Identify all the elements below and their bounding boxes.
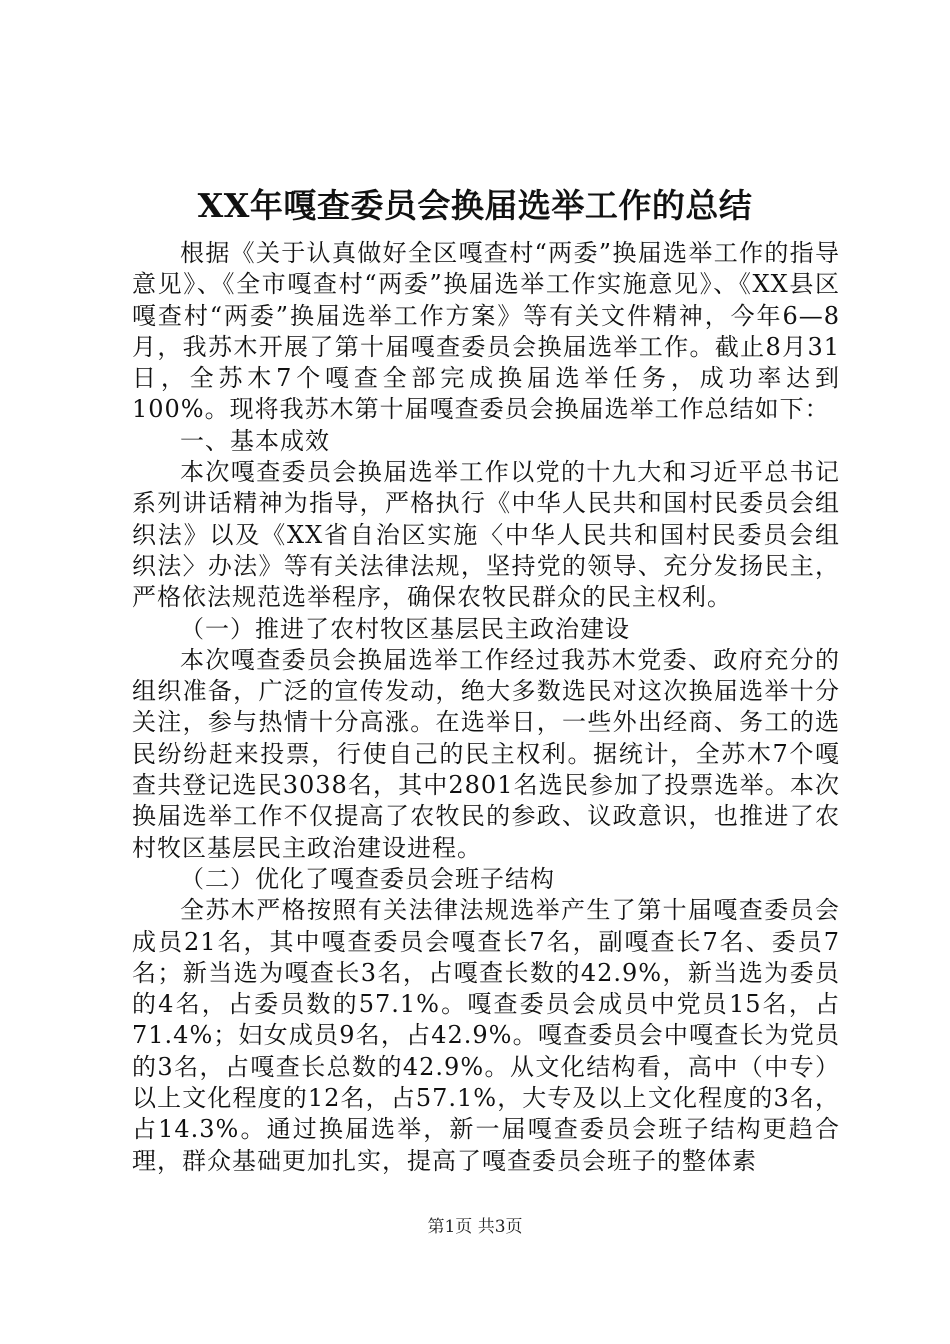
paragraph-intro: 根据《关于认真做好全区嘎查村“两委”换届选举工作的指导意见》、《全市嘎查村“两委”换届选举工作实施意见》、《XX县区嘎查村“两委”换届选举工作方案》等有关文件精神，今年6—8月，我苏木开展了第十届嘎查委员会换届选举工作。截止8月31日，全苏木7个嘎查全部完成换届选举任务，成功率达到100%。现将我苏木第十届嘎查委员会换届选举工作总结如下： xyxy=(132,239,840,424)
paragraph-basic-results: 本次嘎查委员会换届选举工作以党的十九大和习近平总书记系列讲话精神为指导，严格执行《中华人民共和国村民委员会组织法》以及《XX省自治区实施〈中华人民共和国村民委员会组织法〉办法》等有关法律法规，坚持党的领导、充分发扬民主，严格依法规范选举程序，确保农牧民群众的民主权利。 xyxy=(132,458,840,612)
subsection-heading-1: （一）推进了农村牧区基层民主政治建设 xyxy=(180,614,630,643)
paragraph-structure: 全苏木严格按照有关法律法规选举产生了第十届嘎查委员会成员21名，其中嘎查委员会嘎查长7名，副嘎查长7名、委员7名；新当选为嘎查长3名，占嘎查长数的42.9%，新当选为委员的4名，占委员数的57.1%。嘎查委员会成员中党员15名，占71.4%；妇女成员9名，占42.9%。嘎查委员会中嘎查长为党员的3名，占嘎查长总数的42.9%。从文化结构看，高中（中专）以上文化程度的12名，占57.1%，大专及以上文化程度的3名，占14.3%。通过换届选举，新一届嘎查委员会班子结构更趋合理，群众基础更加扎实，提高了嘎查委员会班子的整体素 xyxy=(132,896,840,1175)
subsection-heading-2: （二）优化了嘎查委员会班子结构 xyxy=(180,864,555,893)
section-heading-basic-results: 一、基本成效 xyxy=(180,426,330,455)
paragraph-democracy: 本次嘎查委员会换届选举工作经过我苏木党委、政府充分的组织准备，广泛的宣传发动，绝大多数选民对这次换届选举十分关注，参与热情十分高涨。在选举日，一些外出经商、务工的选民纷纷赶来投票，行使自己的民主权利。据统计，全苏木7个嘎查共登记选民3038名，其中2801名选民参加了投票选举。本次换届选举工作不仅提高了农牧民的参政、议政意识，也推进了农村牧区基层民主政治建设进程。 xyxy=(132,645,840,862)
document-title: XX年嘎查委员会换届选举工作的总结 xyxy=(197,186,753,225)
document-body xyxy=(132,238,840,1177)
page-footer: 第1页 共3页 xyxy=(427,1217,523,1237)
